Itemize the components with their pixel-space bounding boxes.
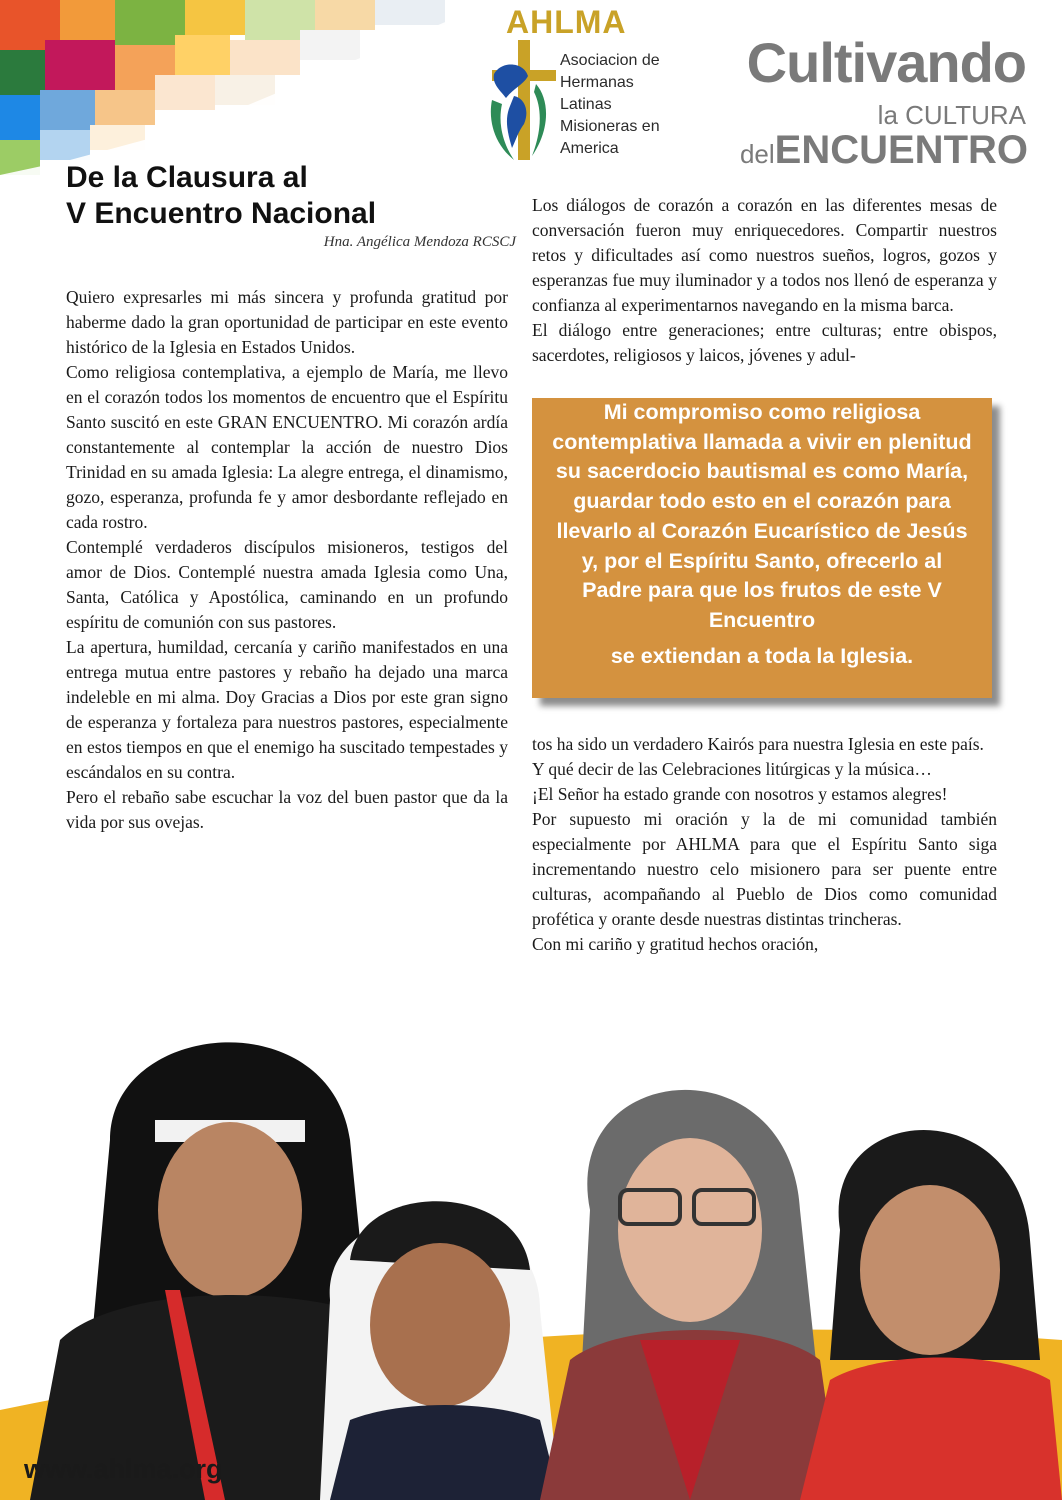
article-paragraph: El diálogo entre generaciones; entre culturas; entre obispos, sacerdotes, religiosos y laicos, jóvenes y adul- [532,320,997,365]
article-paragraph: Pero el rebaño sabe escuchar la voz del buen pastor que da la vida por sus ovejas. [66,787,508,832]
pull-quote-box [532,398,992,698]
article-paragraph: Quiero expresarles mi más sincera y profunda gratitud por haberme dado la gran oportunidad de participar en este evento histórico de la Iglesia en Estados Unidos. [66,287,508,357]
article-paragraph: Por supuesto mi oración y la de mi comunidad también especialmente por AHLMA para que el Espíritu Santo siga incrementando nuestro celo misionero para ser puente entre culturas, acompañando al Pueblo de Dios como comunidad profética y orante desde nuestras distintas trincheras. [532,809,997,929]
article-paragraph: Contemplé verdaderos discípulos misioneros, testigos del amor de Dios. Contemplé nuestra amada Iglesia como Una, Santa, Católica y Apostólica, caminando en un profundo espíritu de comunión con sus pastores. [66,537,508,632]
group-photo [0,980,1062,1500]
logo-line-1: Asociacion de [560,52,660,69]
masthead-line-1: Cultivando [746,31,1026,94]
article-right-column-top [532,193,997,368]
article-paragraph: Con mi cariño y gratitud hechos oración, [532,934,819,954]
article-title-line-1: De la Clausura al [66,161,308,194]
pull-quote-text-end: se extiendan a toda la Iglesia. [610,644,914,668]
person-figure [800,1130,1062,1500]
website-url[interactable]: www.ahlma.org [24,1454,223,1484]
person-figure [540,1090,840,1500]
ahlma-logo [484,4,684,168]
pull-quote-text: Mi compromiso como religiosa contemplativa llamada a vivir en plenitud su sacerdocio bautismal es como María, guardar todo esto en el corazón para llevarlo al Corazón Eucarístico de Jesús y, por el Espíritu Santo, ofrecerlo al Padre para que los frutos de este V Encuentro [552,400,972,632]
logo-acronym: AHLMA [506,4,627,40]
article-right-column-bottom [532,732,997,957]
article-paragraph: Como religiosa contemplativa, a ejemplo de María, me llevo en el corazón todos los momentos de encuentro que el Espíritu Santo suscitó en este GRAN ENCUENTRO. Mi corazón ardía constantemente al contemplar la acción de nuestro Dios Trinidad en su amada Iglesia: La alegre entrega, el dinamismo, gozo, esperanza, profunda fe y amor desbordante reflejado en cada rostro. [66,362,508,532]
logo-line-5: America [560,140,619,157]
article-left-column [66,285,508,835]
logo-line-4: Misioneras en [560,118,660,135]
article-paragraph: La apertura, humildad, cercanía y cariño manifestados en una entrega mutua entre pastores y rebaño ha dejado una marca indeleble en mi alma. Doy Gracias a Dios por este gran signo de esperanza y fortaleza para nuestros pastores, especialmente en estos tiempos en que el enemigo ha suscitado tempestades y escándalos en su contra. [66,637,508,782]
logo-line-2: Hermanas [560,74,634,91]
masthead-line-3 [740,128,1028,173]
cross-globe-emblem-icon [484,40,564,164]
masthead-line-2: la CULTURA [877,100,1026,130]
logo-name-lines [560,50,660,160]
article-title-line-2: V Encuentro Nacional [66,197,377,230]
masthead-line-3-main: ENCUENTRO [774,128,1028,172]
article-paragraph: tos ha sido un verdadero Kairós para nuestra Iglesia en este país. [532,734,984,754]
article-title [66,160,486,232]
logo-line-3: Latinas [560,96,612,113]
person-figure [320,1201,560,1500]
article-paragraph: Y qué decir de las Celebraciones litúrgicas y la música… [532,759,932,779]
masthead-line-3-prefix: del [739,139,775,169]
masthead [700,30,1030,180]
article-paragraph: Los diálogos de corazón a corazón en las diferentes mesas de conversación fueron muy enriquecedores. Compartir nuestros retos y dificultades así como nuestros sueños, logros, gozos y esperanzas fue muy iluminador y a todos nos llenó de esperanza y confianza al experimentarnos navegando en la misma barca. [532,195,997,315]
article-paragraph: ¡El Señor ha estado grande con nosotros y estamos alegres! [532,784,948,804]
article-byline: Hna. Angélica Mendoza RCSCJ [323,234,516,250]
